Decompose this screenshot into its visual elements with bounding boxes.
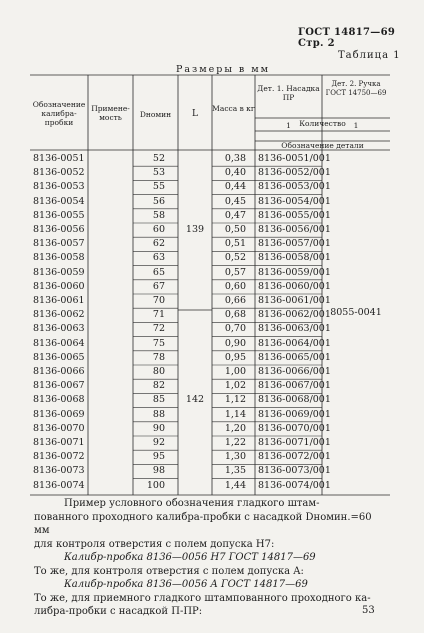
row-part1: 8136-0056/001 — [258, 224, 331, 235]
row-part1: 8136-0061/001 — [258, 295, 331, 306]
row-part1: 8136-0063/001 — [258, 323, 331, 335]
row-designation: 8136-0054 — [33, 195, 85, 207]
row-d-nom: 88 — [152, 408, 165, 420]
row-designation: 8136-0058 — [33, 252, 85, 264]
header-designation: Обозначение калибра-пробки — [32, 100, 86, 127]
row-d-nom: 75 — [152, 337, 165, 349]
row-designation: 8136-0072 — [33, 451, 85, 463]
row-part1: 8136-0052/001 — [258, 167, 331, 179]
row-d-nom: 52 — [152, 153, 165, 164]
header-application: Примене-мость — [91, 104, 130, 122]
row-mass: 0,90 — [224, 337, 246, 349]
header-l: L — [192, 109, 198, 119]
example-paragraph-line1: Пример условного обозначения гладкого штам- — [64, 498, 320, 509]
header-qty2: 1 — [353, 121, 359, 130]
row-mass: 1,35 — [224, 465, 246, 477]
row-part1: 8136-0055/001 — [258, 209, 331, 221]
row-mass: 1,30 — [224, 451, 246, 463]
row-d-nom: 56 — [152, 195, 165, 207]
sizes-caption: Размеры в мм — [176, 64, 271, 75]
row-part1: 8136-0068/001 — [258, 394, 331, 406]
row-part1: 8136-0073/001 — [258, 465, 331, 477]
row-designation: 8136-0063 — [33, 323, 85, 335]
row-part1: 8136-0071/001 — [258, 437, 331, 448]
row-d-nom: 100 — [146, 479, 165, 491]
row-mass: 0,52 — [224, 252, 246, 264]
row-part1: 8136-0058/001 — [258, 252, 331, 264]
row-part1: 8136-0065/001 — [258, 351, 331, 363]
row-d-nom: 90 — [152, 422, 165, 434]
row-d-nom: 58 — [152, 209, 165, 221]
row-designation: 8136-0074 — [33, 479, 85, 491]
paragraph-3-line1: То же, для приемного гладкого штампованного проходного ка- — [34, 592, 371, 604]
row-designation: 8136-0066 — [33, 366, 85, 377]
row-part1: 8136-0057/001 — [258, 238, 331, 250]
example-designation-2: Калибр-пробка 8136—0056 A ГОСТ 14817—69 — [64, 579, 308, 590]
row-mass: 1,02 — [224, 380, 246, 392]
row-designation: 8136-0068 — [33, 394, 85, 406]
row-part1: 8136-0062/001 — [258, 309, 331, 321]
row-designation: 8136-0059 — [33, 266, 85, 278]
row-mass: 0,57 — [224, 266, 246, 278]
row-d-nom: 82 — [152, 380, 165, 392]
row-designation: 8136-0067 — [33, 380, 85, 392]
row-designation: 8136-0070 — [33, 422, 85, 434]
row-designation: 8136-0073 — [33, 465, 85, 477]
row-designation: 8136-0051 — [33, 153, 85, 164]
row-d-nom: 85 — [152, 394, 165, 406]
row-d-nom: 60 — [152, 224, 165, 235]
row-part1: 8136-0074/001 — [258, 479, 331, 491]
row-designation: 8136-0057 — [33, 238, 85, 250]
table-label: Таблица 1 — [338, 50, 401, 61]
l-value-group1: 139 — [185, 224, 205, 235]
header-part1: Дет. 1. Насадка ПР — [257, 84, 320, 102]
row-designation: 8136-0053 — [33, 181, 85, 193]
row-designation: 8136-0065 — [33, 351, 85, 363]
row-designation: 8136-0056 — [33, 224, 85, 235]
header-part-designation: Обозначение детали — [281, 141, 364, 150]
row-part1: 8136-0072/001 — [258, 451, 331, 463]
row-d-nom: 53 — [152, 167, 165, 179]
row-d-nom: 71 — [152, 309, 165, 321]
row-mass: 0,95 — [224, 351, 246, 363]
row-mass: 0,60 — [224, 280, 246, 292]
header-d-nom: Dномин — [139, 110, 172, 119]
row-mass: 0,47 — [224, 209, 246, 221]
row-d-nom: 78 — [152, 351, 165, 363]
part2-value: 8055-0041 — [330, 307, 382, 318]
row-d-nom: 70 — [152, 295, 165, 306]
row-d-nom: 98 — [152, 465, 165, 477]
example-paragraph-line2: пованного проходного калибра-пробки с насадкой Dномин.=60 мм — [34, 511, 372, 536]
header-quantity: Количество — [299, 119, 346, 128]
row-d-nom: 92 — [152, 437, 165, 448]
l-value-group2: 142 — [185, 394, 205, 405]
row-d-nom: 72 — [152, 323, 165, 335]
row-d-nom: 55 — [152, 181, 165, 193]
row-part1: 8136-0059/001 — [258, 266, 331, 278]
row-part1: 8136-0060/001 — [258, 280, 331, 292]
row-mass: 0,45 — [224, 195, 246, 207]
row-d-nom: 62 — [152, 238, 165, 250]
row-d-nom: 67 — [152, 280, 165, 292]
row-designation: 8136-0069 — [33, 408, 85, 420]
row-designation: 8136-0061 — [33, 295, 85, 306]
row-mass: 0,51 — [224, 238, 246, 250]
page-number: 53 — [362, 605, 375, 616]
row-part1: 8136-0066/001 — [258, 366, 331, 377]
row-designation: 8136-0060 — [33, 280, 85, 292]
row-designation: 8136-0071 — [33, 437, 85, 448]
row-mass: 1,44 — [224, 479, 246, 491]
row-d-nom: 95 — [152, 451, 165, 463]
row-mass: 0,44 — [224, 181, 246, 193]
row-part1: 8136-0051/001 — [258, 153, 331, 164]
row-mass: 1,12 — [224, 394, 246, 406]
row-mass: 1,20 — [224, 422, 246, 434]
row-part1: 8136-0069/001 — [258, 408, 331, 420]
gost-header: ГОСТ 14817—69 Стр. 2 — [298, 27, 396, 49]
row-mass: 0,70 — [224, 323, 246, 335]
row-mass: 1,00 — [224, 366, 246, 377]
header-qty1: 1 — [286, 121, 291, 130]
header-mass: Масса в кг — [212, 104, 255, 113]
row-mass: 0,50 — [224, 224, 246, 235]
header-part2: Дет. 2. Ручка ГОСТ 14750—69 — [325, 80, 387, 97]
paragraph-3-line2: либра-пробки с насадкой П-ПР: — [34, 606, 203, 617]
row-designation: 8136-0062 — [33, 309, 85, 321]
row-part1: 8136-0064/001 — [258, 337, 331, 349]
row-d-nom: 80 — [152, 366, 165, 377]
row-mass: 1,22 — [224, 437, 246, 448]
example-designation-1: Калибр-пробка 8136—0056 H7 ГОСТ 14817—69 — [64, 552, 316, 563]
row-part1: 8136-0054/001 — [258, 195, 331, 207]
row-mass: 0,38 — [224, 153, 246, 164]
row-designation: 8136-0055 — [33, 209, 85, 221]
row-mass: 0,68 — [224, 309, 246, 321]
row-designation: 8136-0052 — [33, 167, 85, 179]
example-paragraph-line3: для контроля отверстия с полем допуска H7: — [34, 538, 275, 550]
row-d-nom: 65 — [152, 266, 165, 278]
row-part1: 8136-0067/001 — [258, 380, 331, 392]
body-text — [34, 497, 384, 619]
row-part1: 8136-0053/001 — [258, 181, 331, 193]
row-part1: 8136-0070/001 — [258, 422, 331, 434]
row-mass: 0,40 — [224, 167, 246, 179]
row-designation: 8136-0064 — [33, 337, 85, 349]
row-mass: 1,14 — [224, 408, 246, 420]
paragraph-2: То же, для контроля отверстия с полем допуска A: — [34, 565, 304, 577]
row-d-nom: 63 — [152, 252, 165, 264]
row-mass: 0,66 — [224, 295, 246, 306]
